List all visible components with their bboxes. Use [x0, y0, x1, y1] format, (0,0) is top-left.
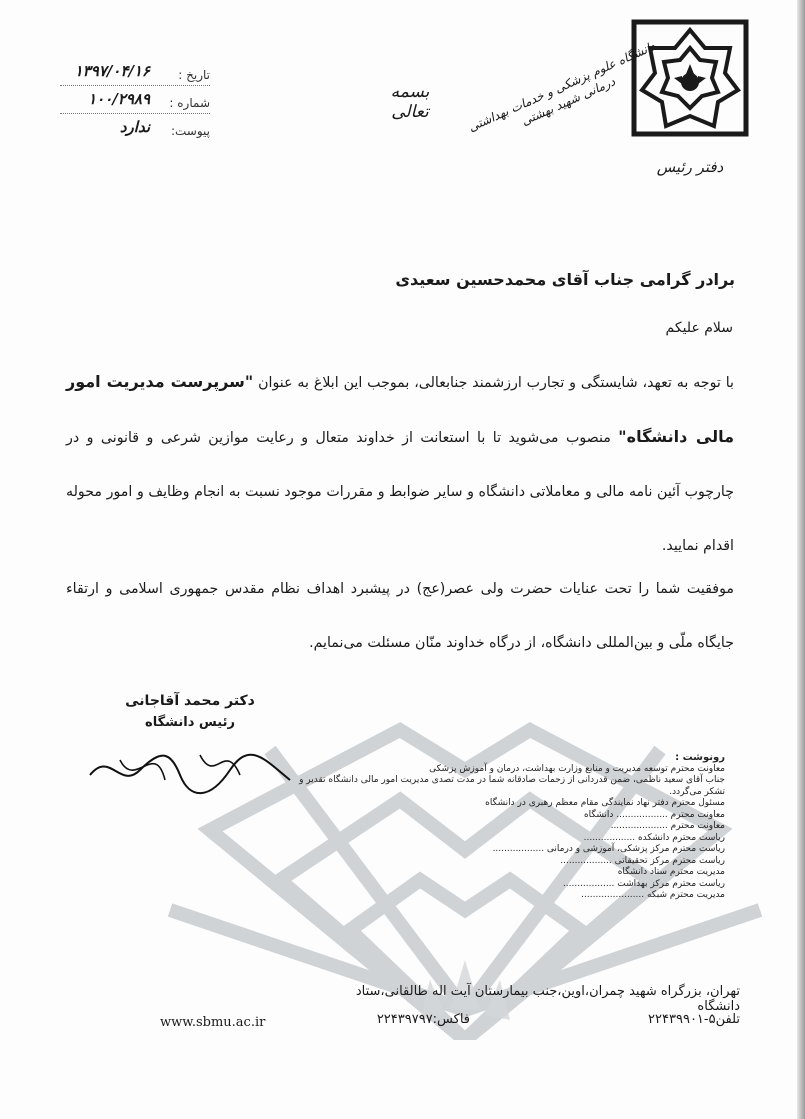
cc-item: مدیریت محترم شبکه ...................... — [581, 890, 725, 900]
paragraph-appointment — [66, 355, 734, 573]
office-label: دفتر رئیس — [656, 158, 724, 176]
cc-item: مدیریت محترم ستاد دانشگاه — [617, 867, 725, 877]
university-logo — [630, 18, 750, 138]
signatory-title: رئیس دانشگاه — [145, 715, 235, 730]
cc-heading: رونوشت : — [675, 752, 725, 763]
scan-edge-shadow — [797, 0, 805, 1119]
footer-address: تهران، بزرگراه شهید چمران،اوین،جنب بیمارستان آیت اله طالقانی،ستاد دانشگاه — [355, 984, 740, 1014]
attachment-value: ندارد — [119, 118, 150, 136]
cc-item: جناب آقای سعید ناظمی، ضمن قدردانی از زحمات صادقانه شما در مدت تصدی مدیریت امور مالی دانشگاه تقدیر و تشکر می‌گردد. — [299, 775, 725, 797]
university-name: دانشگاه علوم پزشکی و خدمات بهداشتی درمانی شهید بهشتی — [466, 39, 658, 135]
cc-item: معاونت محترم توسعه مدیریت و منابع وزارت بهداشت، درمان و آموزش پزشکی — [429, 763, 725, 774]
cc-list — [285, 752, 725, 902]
cc-item: ریاست محترم مرکز پزشکی، آموزشی و درمانی .................. — [492, 844, 725, 854]
date-label: تاریخ : — [178, 68, 210, 82]
number-row — [60, 90, 210, 118]
appointment-text-part1: با توجه به تعهد، شایستگی و تجارب ارزشمند جنابعالی، بموجب این ابلاغ به عنوان — [253, 375, 735, 391]
bismillah: بسمه تعالی — [390, 82, 430, 122]
date-value: ۱۳۹۷/۰۴/۱۶ — [74, 62, 150, 80]
cc-item: معاونت محترم .................. دانشگاه — [583, 809, 725, 820]
date-row — [60, 62, 210, 90]
cc-item: ریاست محترم مرکز تحقیقاتی .................. — [560, 855, 725, 866]
cc-item: ریاست محترم دانشکده .................. — [583, 832, 725, 843]
addressee: برادر گرامی جناب آقای محمدحسین سعیدی — [395, 270, 735, 289]
appointment-position: "سرپرست مدیریت امور مالی دانشگاه" — [66, 372, 734, 446]
greeting: سلام علیکم — [665, 320, 733, 336]
signatory-name: دکتر محمد آقاجانی — [125, 693, 255, 709]
cc-item: ریاست محترم مرکز بهداشت .................. — [562, 878, 725, 889]
appointment-text-part2: منصوب می‌شوید تا با استعانت از خداوند متعال و رعایت موازین شرعی و قانونی و در چارچوب آئین نامه مالی و معاملاتی دانشگاه و سایر ضوابط و مقررات موجود نسبت به انجام وظایف و امور محوله اقدام نمایید. — [66, 430, 734, 554]
number-value: ۱۰۰/۲۹۸۹ — [88, 90, 150, 108]
cc-item: معاونت محترم .................... — [610, 821, 725, 831]
attachment-row — [60, 118, 210, 146]
attachment-label: پیوست: — [170, 124, 210, 138]
footer-website[interactable]: www.sbmu.ac.ir — [160, 1015, 266, 1030]
footer-fax: فاکس:۲۲۴۳۹۷۹۷ — [376, 1012, 470, 1027]
number-label: شماره : — [169, 96, 210, 110]
cc-item: مسئول محترم دفتر نهاد نمایندگی مقام معظم رهبری در دانشگاه — [485, 798, 725, 808]
paragraph-wishes: موفقیت شما را تحت عنایات حضرت ولی عصر(عج) در پیشبرد اهداف نظام مقدس جمهوری اسلامی و ارتقاء جایگاه ملّی و بین‌المللی دانشگاه، از درگاه خداوند منّان مسئلت می‌نمایم. — [66, 581, 734, 651]
university-name-calligraphy — [466, 39, 658, 140]
handwritten-signature — [80, 730, 300, 810]
footer-phone: تلفن۵-۲۲۴۳۹۹۰۱ — [648, 1012, 740, 1027]
